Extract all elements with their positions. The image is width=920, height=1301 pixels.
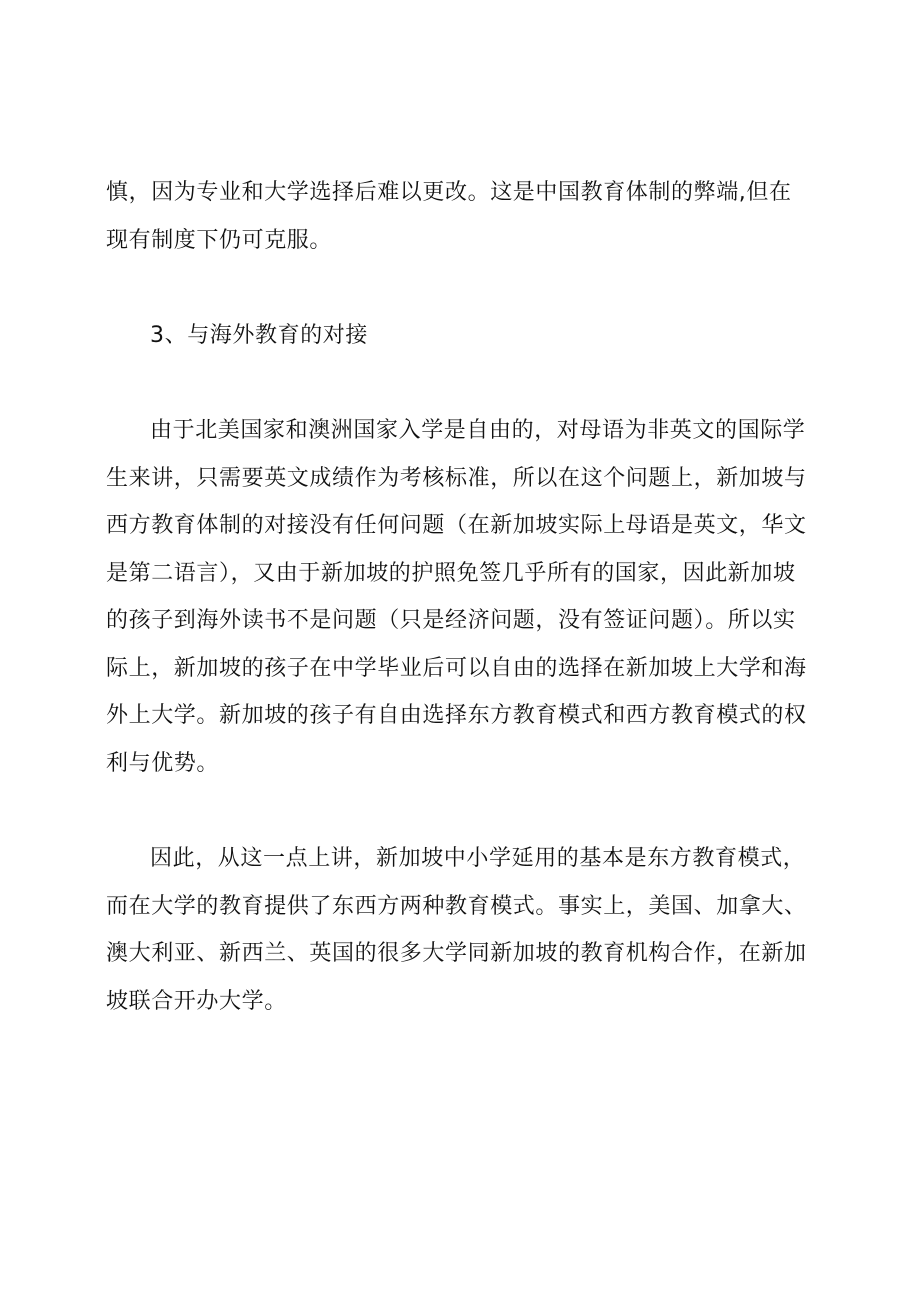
paragraph-2-line-5: 的孩子到海外读书不是问题（只是经济问题，没有签证问题）。所以实 [106, 608, 796, 633]
section-heading: 3、与海外教育的对接 [150, 323, 368, 348]
paragraph-3-line-4: 坡联合开办大学。 [106, 989, 287, 1014]
paragraph-1-line-1: 慎，因为专业和大学选择后难以更改。这是中国教育体制的弊端,但在 [106, 180, 792, 205]
paragraph-2-line-4: 是第二语言），又由于新加坡的护照免签几乎所有的国家，因此新加坡 [106, 561, 796, 586]
paragraph-1-line-2: 现有制度下仍可克服。 [106, 228, 333, 253]
paragraph-2-line-3: 西方教育体制的对接没有任何问题（在新加坡实际上母语是英文，华文 [106, 513, 807, 538]
paragraph-2-line-1: 由于北美国家和澳洲国家入学是自由的，对母语为非英文的国际学 [150, 418, 806, 443]
paragraph-3-line-1: 因此，从这一点上讲，新加坡中小学延用的基本是东方教育模式， [150, 846, 806, 871]
paragraph-2-line-8: 利与优势。 [106, 751, 220, 776]
paragraph-2-line-6: 际上，新加坡的孩子在中学毕业后可以自由的选择在新加坡上大学和海 [106, 656, 807, 681]
paragraph-2-line-7: 外上大学。新加坡的孩子有自由选择东方教育模式和西方教育模式的权 [106, 703, 807, 728]
paragraph-3-line-3: 澳大利亚、新西兰、英国的很多大学同新加坡的教育机构合作，在新加 [106, 941, 807, 966]
paragraph-3-line-2: 而在大学的教育提供了东西方两种教育模式。事实上，美国、加拿大、 [106, 894, 807, 919]
paragraph-2-line-2: 生来讲，只需要英文成绩作为考核标准，所以在这个问题上，新加坡与 [106, 466, 807, 491]
